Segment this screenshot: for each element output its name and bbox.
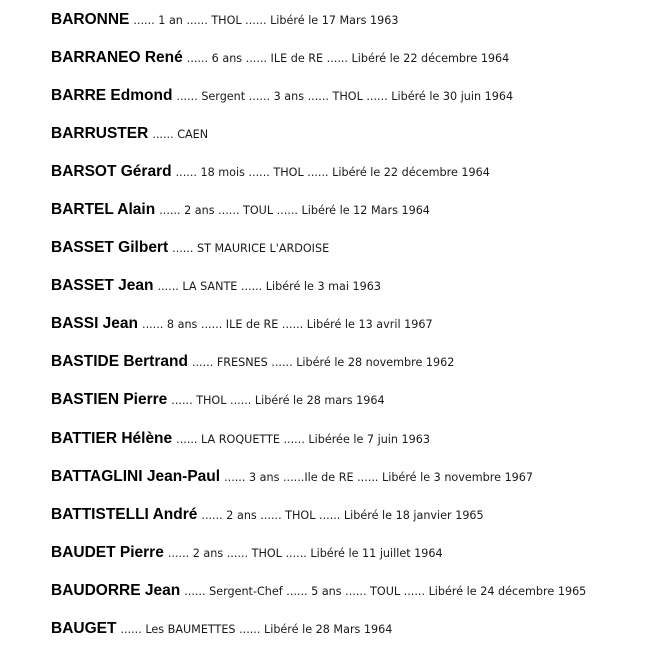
entry-name: BARRE Edmond [51,87,173,105]
entry-details: ...... LA SANTE ...... Libéré le 3 mai 1963 [157,280,382,294]
prisoner-list [51,10,661,657]
entry-name: BAUDET Pierre [51,543,164,561]
list-item [51,10,661,48]
entry-details: ...... 3 ans ......Ile de RE ...... Libéré le 3 novembre 1967 [224,470,534,484]
entry-name: BARSOT Gérard [51,163,172,181]
list-item [51,314,661,352]
entry-details: ...... 2 ans ...... TOUL ...... Libéré le 12 Mars 1964 [159,204,430,218]
entry-name: BATTISTELLI André [51,505,198,523]
list-item [51,543,661,581]
entry-details: ...... 2 ans ...... THOL ...... Libéré le 18 janvier 1965 [201,508,484,522]
list-item [51,48,661,86]
entry-details: ...... LA ROQUETTE ...... Libérée le 7 juin 1963 [176,432,431,446]
entry-details: ...... FRESNES ...... Libéré le 28 novembre 1962 [191,356,455,370]
entry-name: BASSI Jean [51,315,139,333]
list-item [51,86,661,124]
list-item [51,200,661,238]
list-item [51,505,661,543]
entry-name: BARRUSTER [51,125,149,143]
entry-details: ...... 6 ans ...... ILE de RE ...... Libéré le 22 décembre 1964 [186,52,510,66]
entry-details: ...... THOL ...... Libéré le 28 mars 1964 [171,394,385,408]
entry-details: ...... ST MAURICE L'ARDOISE [172,242,330,256]
entry-name: BASSET Gilbert [51,239,169,257]
list-item [51,429,661,467]
entry-details: ...... Sergent-Chef ...... 5 ans ...... TOUL ...... Libéré le 24 décembre 1965 [184,584,587,598]
list-item [51,124,661,162]
list-item [51,162,661,200]
entry-name: BARONNE [51,11,130,28]
entry-details: ...... 18 mois ...... THOL ...... Libéré le 22 décembre 1964 [175,166,490,180]
list-item [51,352,661,390]
list-item [51,619,661,657]
list-item [51,390,661,428]
entry-name: BAUDORRE Jean [51,581,181,599]
list-item [51,467,661,505]
entry-details: ...... 2 ans ...... THOL ...... Libéré le 11 juillet 1964 [167,546,443,560]
list-item [51,581,661,619]
entry-name: BARRANEO René [51,49,183,67]
entry-name: BASSET Jean [51,277,154,295]
entry-name: BARTEL Alain [51,201,156,219]
entry-details: ...... Les BAUMETTES ...... Libéré le 28 Mars 1964 [120,622,393,636]
list-item [51,238,661,276]
entry-details: ...... Sergent ...... 3 ans ...... THOL ...... Libéré le 30 juin 1964 [176,90,514,104]
entry-details: ...... 8 ans ...... ILE de RE ...... Libéré le 13 avril 1967 [142,318,433,332]
entry-name: BASTIEN Pierre [51,391,168,409]
entry-details: ...... CAEN [152,128,209,142]
entry-name: BASTIDE Bertrand [51,353,188,371]
entry-name: BATTAGLINI Jean-Paul [51,467,221,485]
entry-details: ...... 1 an ...... THOL ...... Libéré le 17 Mars 1963 [133,14,399,27]
entry-name: BATTIER Hélène [51,429,173,447]
list-item [51,276,661,314]
entry-name: BAUGET [51,619,117,637]
